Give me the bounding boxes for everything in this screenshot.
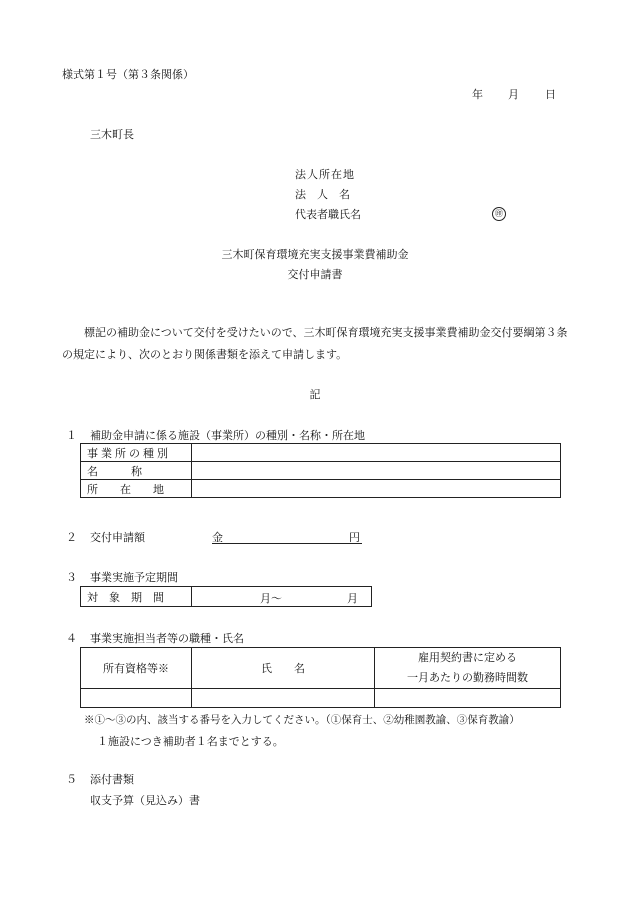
facility-address-field[interactable]: [192, 480, 561, 498]
seal-icon: [492, 206, 506, 221]
representative-label: 代表者職氏名: [295, 208, 361, 221]
assistant-limit-note: １施設につき補助者１名までとする。: [97, 735, 284, 748]
period-table: [80, 586, 372, 607]
applicant-name-label: 法 人 名: [295, 188, 350, 201]
table-row: [81, 587, 372, 607]
work-hours-field[interactable]: [375, 689, 561, 708]
table-row: [81, 462, 561, 480]
section4-heading: 事業実施担当者等の職種・氏名: [90, 632, 244, 645]
applicant-address-label: 法人所在地: [295, 168, 355, 181]
facility-table: [80, 443, 561, 498]
facility-name-label: [81, 462, 192, 480]
currency-prefix: 金: [212, 531, 223, 544]
section1-number: １: [66, 429, 77, 442]
table-row: [81, 689, 561, 708]
period-field[interactable]: [192, 587, 372, 607]
period-label: [81, 587, 192, 607]
section4-number: ４: [66, 632, 77, 645]
facility-type-field[interactable]: [192, 444, 561, 462]
section5-heading: 添付書類: [90, 773, 134, 786]
staff-name-field[interactable]: [192, 689, 375, 708]
facility-type-text: 事業所の種別: [87, 446, 171, 460]
month-from: 月～: [260, 592, 282, 605]
table-row: [81, 480, 561, 498]
facility-type-label: [81, 444, 192, 462]
facility-address-label: [81, 480, 192, 498]
date-day-label: 日: [545, 88, 556, 101]
attachment-item: 収支予算（見込み）書: [90, 794, 200, 807]
section2-number: ２: [66, 531, 77, 544]
document-title-line2: 交付申請書: [287, 268, 343, 281]
ki-label: 記: [309, 388, 321, 401]
table-header-row: [81, 648, 561, 689]
application-statement: 標記の補助金について交付を受けたいので、三木町保育環境充実支援事業費補助金交付要綱第３条の規定により、次のとおり関係書類を添えて申請します。: [62, 326, 568, 361]
date-year-label: 年: [472, 88, 483, 101]
document-title-line1: 三木町保育環境充実支援事業費補助金: [221, 248, 409, 261]
facility-name-text: [87, 463, 185, 479]
grant-amount-field[interactable]: [212, 529, 362, 544]
date-month-label: 月: [508, 88, 519, 101]
section3-heading: 事業実施予定期間: [90, 571, 178, 584]
qualification-header: 所有資格等※: [81, 648, 192, 689]
facility-name-field[interactable]: [192, 462, 561, 480]
section3-number: ３: [66, 571, 77, 584]
month-to: 月: [347, 592, 358, 605]
facility-name-label-text: 名 称: [87, 464, 142, 478]
section5-number: ５: [66, 773, 77, 786]
period-label-text: 対 象 期 間: [87, 590, 164, 604]
section1-heading: 補助金申請に係る施設（事業所）の種別・名称・所在地: [90, 429, 365, 442]
work-hours-header-line2: 一月あたりの勤務時間数: [407, 671, 528, 684]
table-row: [81, 444, 561, 462]
form-number: 様式第１号（第３条関係）: [62, 68, 194, 81]
qualification-note: ※①～③の内、該当する番号を入力してください。（①保育士、②幼稚園教諭、③保育教諭）: [84, 714, 520, 726]
seal-mark: ㊞: [492, 207, 506, 221]
qualification-field[interactable]: [81, 689, 192, 708]
work-hours-header-line1: 雇用契約書に定める: [418, 651, 517, 664]
facility-address-text: 所 在 地: [87, 482, 164, 496]
section2-heading: 交付申請額: [90, 531, 145, 544]
staff-table: [80, 647, 561, 708]
work-hours-header: [375, 648, 561, 689]
staff-name-header: 氏 名: [192, 648, 375, 689]
addressee: 三木町長: [90, 128, 134, 141]
currency-suffix: 円: [349, 531, 360, 544]
